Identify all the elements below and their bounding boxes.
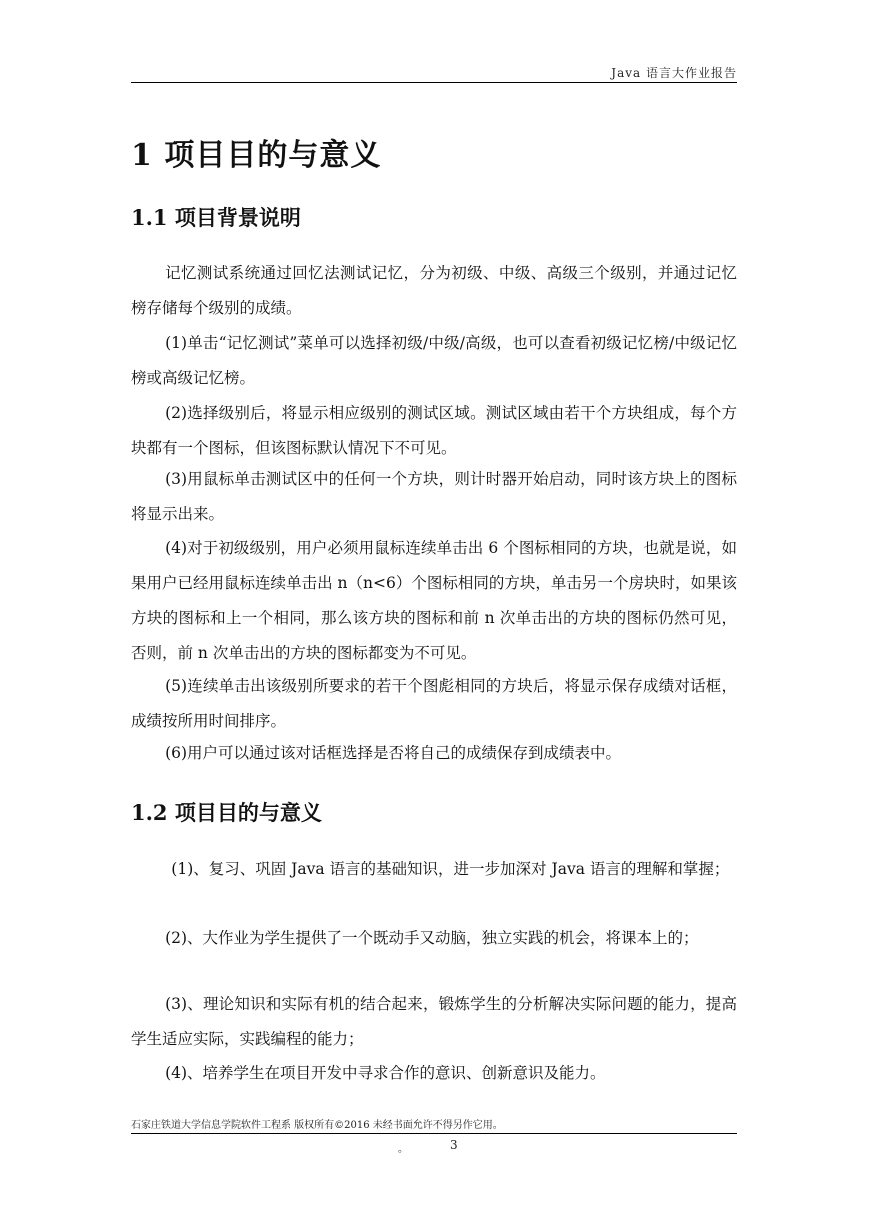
paragraph-step-1: (1)单击“记忆测试”菜单可以选择初级/中级/高级，也可以查看初级记忆榜/中级记忆榜或高级记忆榜。 xyxy=(131,334,737,387)
footer-copyright: 石家庄铁道大学信息学院软件工程系 版权所有©2016 未经书面允许不得另作它用。 xyxy=(131,1120,503,1131)
paragraph-step-6: (6)用户可以通过该对话框选择是否将自己的成绩保存到成绩表中。 xyxy=(165,744,622,762)
page-number: 3 xyxy=(450,1138,458,1152)
footer-mark: 。 xyxy=(398,1144,408,1155)
paragraph-background-intro: 记忆测试系统通过回忆法测试记忆，分为初级、中级、高级三个级别，并通过记忆榜存储每个级别的成绩。 xyxy=(131,264,737,317)
paragraph-purpose-2: (2)、大作业为学生提供了一个既动手又动脑，独立实践的机会，将课本上的； xyxy=(165,929,699,947)
paragraph-step-3: (3)用鼠标单击测试区中的任何一个方块，则计时器开始启动，同时该方块上的图标将显示出来。 xyxy=(131,470,737,523)
paragraph-step-5: (5)连续单击出该级别所要求的若干个图彪相同的方块后，将显示保存成绩对话框，成绩按所用时间排序。 xyxy=(131,677,737,730)
paragraph-purpose-3: (3)、理论知识和实际有机的结合起来，锻炼学生的分析解决实际问题的能力，提高学生适应实际，实践编程的能力； xyxy=(131,995,737,1048)
paragraph-purpose-4: (4)、培养学生在项目开发中寻求合作的意识、创新意识及能力。 xyxy=(165,1064,606,1082)
page-header xyxy=(131,58,737,83)
paragraph-step-4: (4)对于初级级别，用户必须用鼠标连续单击出 6 个图标相同的方块，也就是说，如果用户已经用鼠标连续单击出 n（n<6）个图标相同的方块，单击另一个房块时，如果该方块的图标和上一个相同，那么该方块的图标和前 n 次单击出的方块的图标仍然可见，否则，前 n 次单击出的方块的图标都变为不可见。 xyxy=(131,539,737,662)
paragraph-purpose-1: (1)、复习、巩固 Java 语言的基础知识，进一步加深对 Java 语言的理解和掌握； xyxy=(171,860,730,878)
section-title-background: 1.1 项目背景说明 xyxy=(131,205,301,230)
section-title-purpose: 1.2 项目目的与意义 xyxy=(131,800,322,825)
footer-divider xyxy=(131,1133,737,1134)
paragraph-step-2: (2)选择级别后，将显示相应级别的测试区域。测试区域由若干个方块组成，每个方块都有一个图标，但该图标默认情况下不可见。 xyxy=(131,404,737,457)
running-title: Java 语言大作业报告 xyxy=(611,66,737,80)
chapter-title: 1 项目目的与意义 xyxy=(131,138,382,173)
